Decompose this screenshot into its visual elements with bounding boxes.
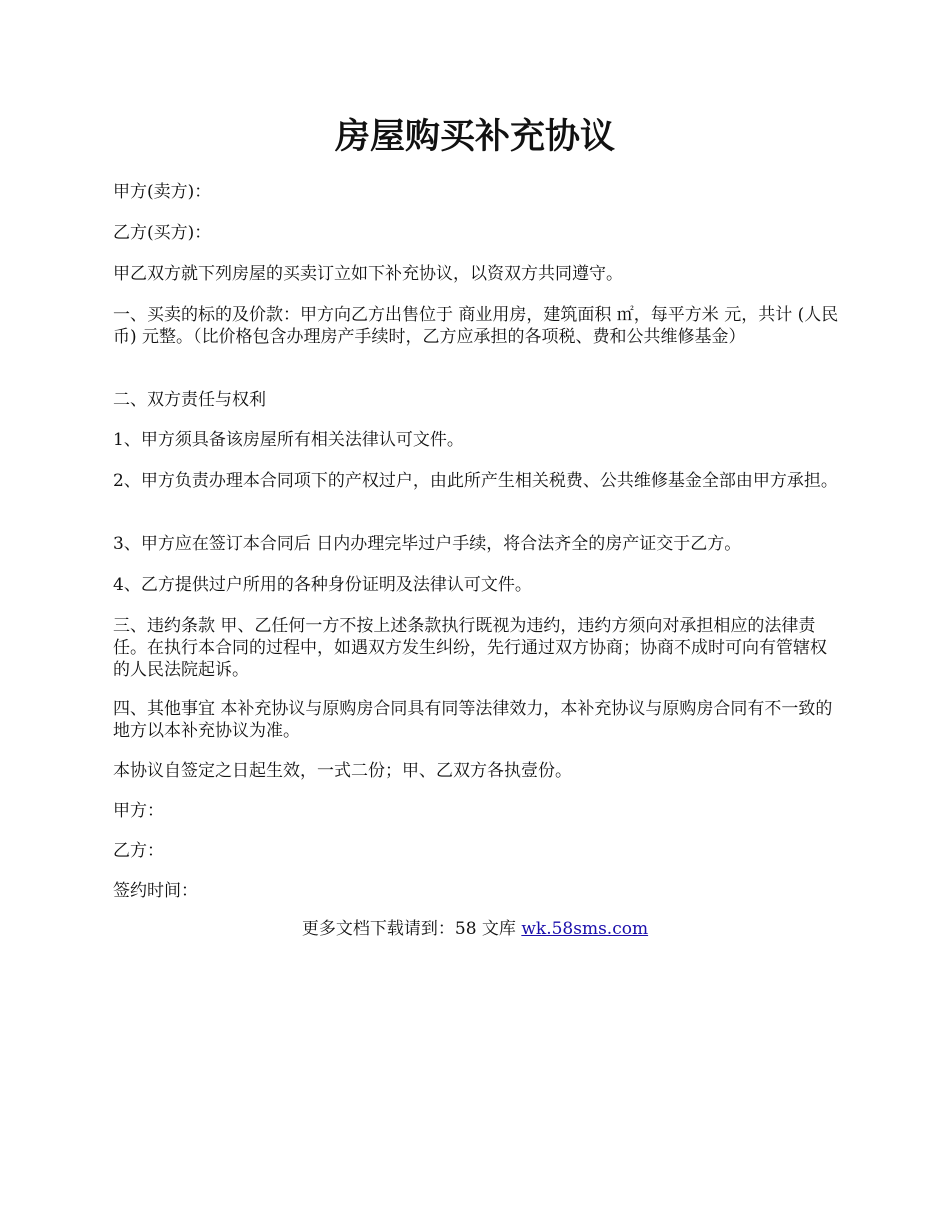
clause-2-1-paragraph: 1、甲方须具备该房屋所有相关法律认可文件。 (113, 430, 464, 450)
intro-paragraph: 甲乙双方就下列房屋的买卖订立如下补充协议，以资双方共同遵守。 (113, 264, 623, 284)
footer-link[interactable]: wk.58sms.com (521, 919, 649, 939)
party-b-buyer-line: 乙方(买方)： (113, 223, 212, 243)
clause-2-2-paragraph: 2、甲方负责办理本合同项下的产权过户，由此所产生相关税费、公共维修基金全部由甲方承担。 (113, 471, 838, 491)
clause-1-paragraph: 一、买卖的标的及价款：甲方向乙方出售位于 商业用房，建筑面积 ㎡，每平方米 元，共计 (人民币) 元整。（比价格包含办理房产手续时，乙方应承担的各项税、费和公共维修基金） (113, 305, 839, 347)
clause-4-paragraph: 四、其他事宜 本补充协议与原购房合同具有同等法律效力，本补充协议与原购房合同有不一致的地方以本补充协议为准。 (113, 699, 833, 741)
signature-party-a: 甲方： (113, 801, 164, 821)
party-a-seller-line: 甲方(卖方)： (113, 182, 212, 202)
footer-prefix: 更多文档下载请到：58 文库 (301, 919, 522, 939)
document-title: 房屋购买补充协议 (334, 116, 615, 157)
clause-2-heading: 二、双方责任与权利 (113, 390, 266, 410)
effect-paragraph: 本协议自签定之日起生效，一式二份；甲、乙双方各执壹份。 (113, 761, 572, 781)
clause-2-3-paragraph: 3、甲方应在签订本合同后 日内办理完毕过户手续，将合法齐全的房产证交于乙方。 (113, 534, 742, 554)
clause-3-paragraph: 三、违约条款 甲、乙任何一方不按上述条款执行既视为违约，违约方须向对承担相应的法律责任。在执行本合同的过程中，如遇双方发生纠纷，先行通过双方协商；协商不成时可向有管辖权的人民法院起诉。 (113, 616, 827, 680)
signature-date: 签约时间： (113, 881, 198, 901)
clause-2-4-paragraph: 4、乙方提供过户所用的各种身份证明及法律认可文件。 (113, 575, 532, 595)
footer (0, 918, 950, 940)
signature-party-b: 乙方： (113, 841, 164, 861)
